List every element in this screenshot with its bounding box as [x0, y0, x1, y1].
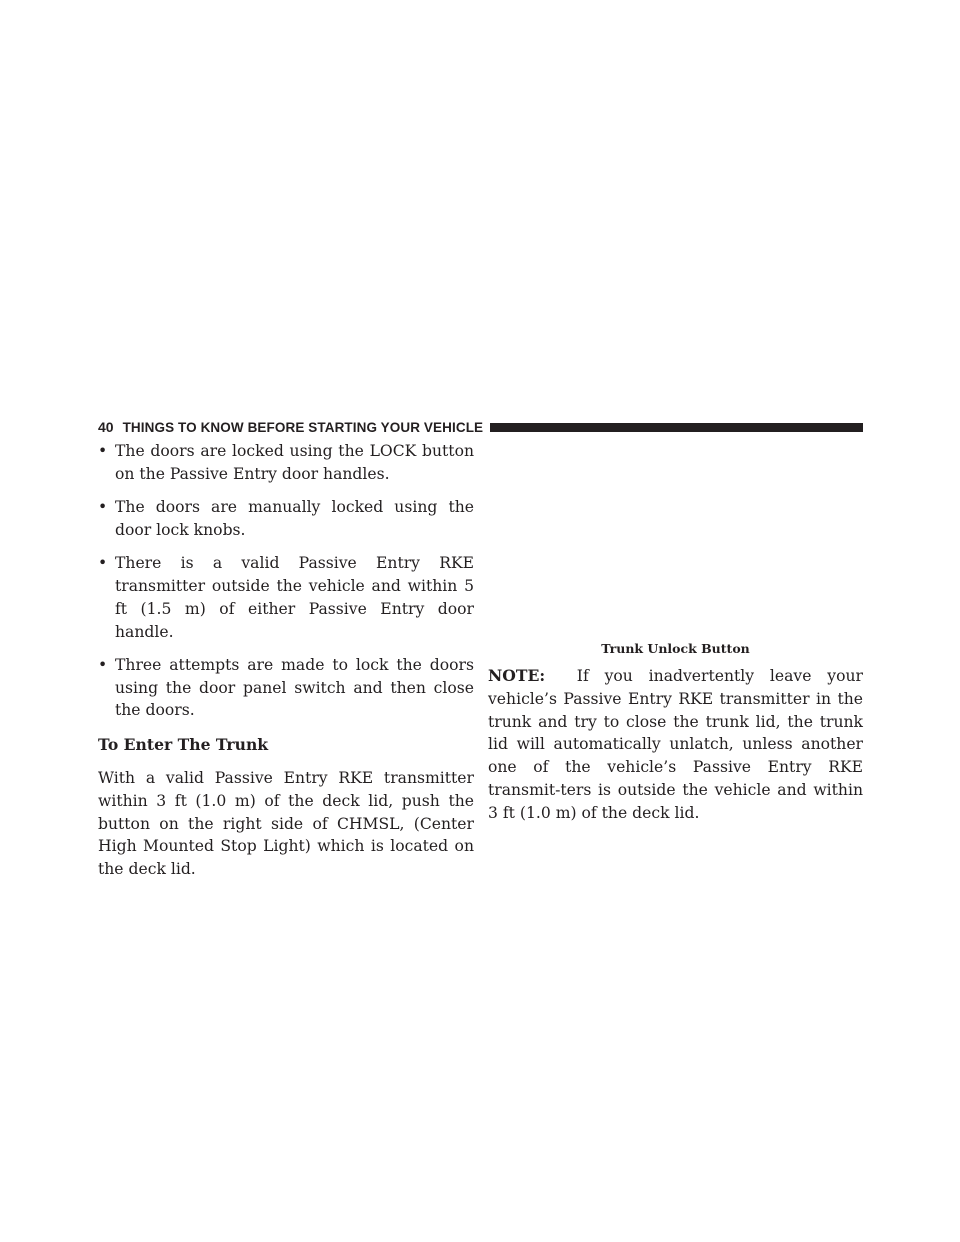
note-label: NOTE: — [488, 666, 546, 685]
list-item — [98, 654, 474, 722]
figure-placeholder — [488, 440, 863, 633]
page-number: 40 — [98, 419, 114, 435]
left-column — [98, 440, 474, 881]
list-item-text: There is a valid Passive Entry RKE transmitter outside the vehicle and within 5 ft (1.5 m) of either Passive Entry door handle. — [115, 554, 474, 641]
note-paragraph — [488, 665, 863, 825]
bullet-icon: • — [98, 554, 108, 573]
list-item-text: The doors are manually locked using the door lock knobs. — [115, 498, 474, 539]
bullet-icon: • — [98, 442, 108, 460]
list-item — [98, 496, 474, 542]
bullet-icon: • — [98, 498, 108, 517]
header-rule — [490, 423, 863, 432]
bullet-icon: • — [98, 655, 108, 674]
list-item — [98, 552, 474, 643]
note-text: If you inadvertently leave your vehicle’s Passive Entry RKE transmitter in the trunk and try to close the trunk lid, the trunk lid will automatically unlatch, unless another one of the vehicle’s Passive Entry RKE transmit-ters is outside the vehicle and within 3 ft (1.0 m) of the deck lid. — [488, 667, 863, 822]
list-item-text: The doors are locked using the LOCK button on the Passive Entry door handles. — [115, 442, 474, 483]
list-item — [98, 440, 474, 486]
trunk-paragraph: With a valid Passive Entry RKE transmitter within 3 ft (1.0 m) of the deck lid, push the button on the right side of CHMSL, (Center High Mounted Stop Light) which is located on the deck lid. — [98, 769, 474, 879]
figure-caption: Trunk Unlock Button — [601, 641, 750, 656]
section-title: THINGS TO KNOW BEFORE STARTING YOUR VEHICLE — [122, 419, 484, 435]
list-item-text: Three attempts are made to lock the doors using the door panel switch and then close the doors. — [115, 655, 474, 720]
right-column — [488, 440, 863, 825]
page-header — [98, 418, 863, 436]
condition-list — [98, 440, 474, 722]
subheading-enter-trunk: To Enter The Trunk — [98, 735, 269, 755]
